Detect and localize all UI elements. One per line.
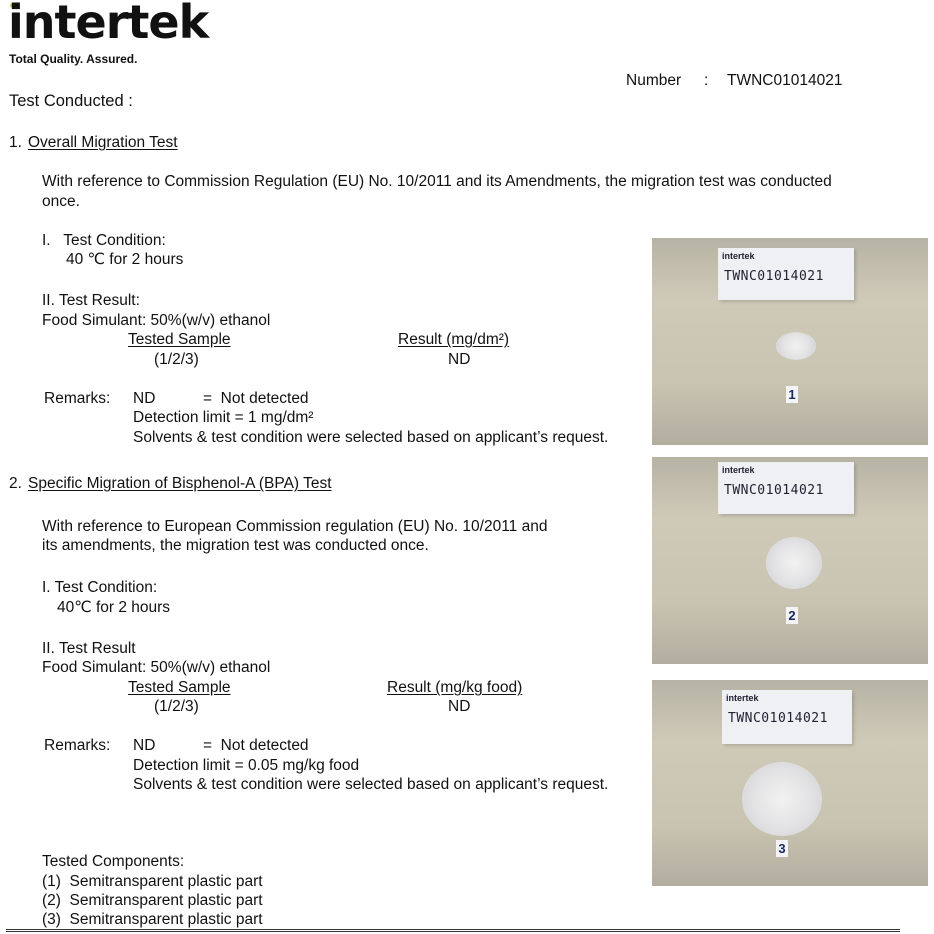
test1-condition-value: 40 ℃ for 2 hours [66,251,184,268]
bottom-rule [6,929,900,932]
test1-sample-value: (1/2/3) [154,351,199,368]
sample-number-tag: 1 [786,386,798,403]
test2-col-result: Result (mg/kg food) [387,679,523,696]
test1-col-result: Result (mg/dm²) [398,331,510,348]
card-code: TWNC01014021 [724,483,824,498]
test1-col-tested-sample: Tested Sample [128,331,231,348]
test2-remarks-label: Remarks: [44,737,111,754]
test1-reference-line2: once. [42,193,80,210]
test1-detection-limit: Detection limit = 1 mg/dm² [133,409,314,426]
test1-result-label: II. Test Result: [42,292,140,309]
test2-reference-line2: its amendments, the migration test was conducted once. [42,537,429,554]
test1-remarks-label: Remarks: [44,390,111,407]
test1-reference-line1: With reference to Commission Regulation (EU) No. 10/2011 and its Amendments, the migration test was conducted [42,173,832,190]
card-code: TWNC01014021 [724,269,824,284]
component-item: (2) Semitransparent plastic part [42,892,263,909]
test1-result-value: ND [448,351,471,368]
test1-remarks-nd-def: = Not detected [203,390,309,407]
test2-solvents-note: Solvents & test condition were selected based on applicant’s request. [133,776,609,793]
sample-dome [742,762,822,836]
section-title: Test Conducted : [9,92,133,110]
tagline: Total Quality. Assured. [9,52,138,66]
sample-number-tag: 2 [786,607,798,624]
sample-disc [766,537,822,589]
sample-label-card [718,462,854,514]
test1-food-simulant: Food Simulant: 50%(w/v) ethanol [42,312,271,329]
test2-condition-value: 40℃ for 2 hours [57,599,171,616]
test1-condition-label: I. Test Condition: [42,232,166,249]
card-brand: intertek [722,251,755,261]
test2-heading: Specific Migration of Bisphenol-A (BPA) Test [28,475,332,492]
component-item: (3) Semitransparent plastic part [42,911,263,928]
number-separator: : [704,72,709,89]
report-number: TWNC01014021 [727,72,843,89]
test2-sample-value: (1/2/3) [154,698,199,715]
card-brand: intertek [722,465,755,475]
test1-heading: Overall Migration Test [28,134,178,151]
test2-col-tested-sample: Tested Sample [128,679,231,696]
test1-solvents-note: Solvents & test condition were selected based on applicant’s request. [133,429,609,446]
components-label: Tested Components: [42,853,185,870]
test2-result-label: II. Test Result [42,640,136,657]
sample-number-tag: 3 [776,840,788,857]
test2-heading-number: 2. [9,475,22,492]
test1-heading-number: 1. [9,134,22,151]
sample-photo-3 [652,680,928,886]
card-brand: intertek [726,693,759,703]
sample-cap [776,332,816,360]
test2-food-simulant: Food Simulant: 50%(w/v) ethanol [42,659,271,676]
test2-remarks-nd-def: = Not detected [203,737,309,754]
sample-photo-1 [652,238,928,445]
intertek-logo: intertek [8,0,209,49]
test2-detection-limit: Detection limit = 0.05 mg/kg food [133,757,360,774]
test2-result-value: ND [448,698,471,715]
test1-remarks-nd: ND [133,390,156,407]
test2-remarks-nd: ND [133,737,156,754]
sample-label-card [718,248,854,300]
component-item: (1) Semitransparent plastic part [42,873,263,890]
number-label: Number [626,72,682,89]
card-code: TWNC01014021 [728,711,828,726]
test2-condition-label: I. Test Condition: [42,579,158,596]
sample-label-card [722,690,852,744]
sample-photo-2 [652,457,928,664]
test2-reference-line1: With reference to European Commission regulation (EU) No. 10/2011 and [42,518,548,535]
